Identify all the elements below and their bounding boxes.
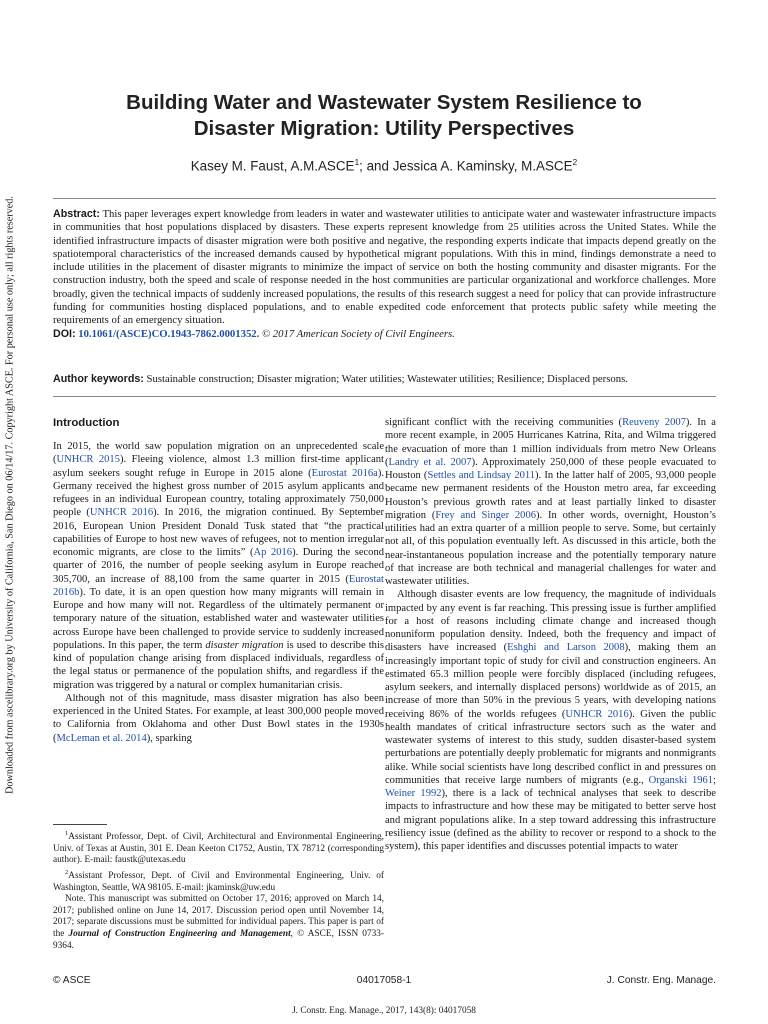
intro-paragraph-2 [53,692,384,745]
text-run: ), sparking [146,732,192,744]
download-notice-text: Downloaded from ascelibrary.org by University of California, San Diego on 06/14/17. Copyright ASCE. For personal use only; all rights reserved. [4,196,16,794]
text-run: is used to describe this kind of population change arising from displaced individuals, regardless of the legal status or permanence of the population shifts, and regardless if the migration was triggered by a natural or complex humanitarian crisis. [53,639,384,691]
text-run: ). In a more recent example, in 2005 Hurricanes Katrina, Rita, and Wilma triggered the evacuation of more than 1 million individuals from metro New Orleans ( [385,417,716,468]
text-run: ). In other words, overnight, Houston’s utilities had an extra quarter of a million people to serve. Some, but certainly not all, of this population eventually left. As discussed in this article, both the near-instantaneous population increase and the potentially temporary nature of that increase are both technical and managerial challenges for water and wastewater utilities. [385,509,716,587]
author-2: Jessica A. Kaminsky, M.ASCE [392,158,573,174]
text-run: ). In the latter half of 2005, 93,000 people became new permanent residents of the Houston metro area, far exceeding Houston’s previous growth rates and at least partially linked to disaster migration ( [385,470,716,521]
text-run: ), making them an increasingly important topic of study for civil and construction engineers. An estimated 65.3 million people were forcibly displaced (including refugees, asylum seekers, and internally displaced persons) worldwide as of 2015, an increase of more than 50% in the previous 5 years, with developing nations receiving 86% of the worlds refugees ( [385,642,716,720]
author-2-affiliation-mark: 2 [572,157,578,167]
copyright-notice: © 2017 American Society of Civil Engineers. [262,327,455,340]
citation-link[interactable]: Landry et al. 2007 [388,456,472,468]
section-heading-introduction: Introduction [53,417,120,429]
doi-label: DOI: [53,327,76,340]
keywords-text: Sustainable construction; Disaster migration; Water utilities; Wastewater utilities; Resilience; Displaced persons. [143,373,628,385]
intro-paragraph-3 [385,588,716,853]
text-run: Although not of this magnitude, mass disaster migration has also been experienced in the United States. For example, at least 300,000 people moved to California from Oklahoma and other Dust Bowl states in the 1930s ( [53,692,384,744]
left-column [53,416,384,745]
citation-link[interactable]: UNHCR 2016 [89,507,154,519]
submission-note [53,894,384,952]
submission-note-text: Note. This manuscript was submitted on October 17, 2016; approved on March 14, 2017; published online on June 14, 2017. Discussion period open until November 14, 2017; separate discussions must be submitted for individual papers. This paper is part of the [53,894,384,939]
author-1: Kasey M. Faust, A.M.ASCE [190,158,355,174]
text-run: significant conflict with the receiving communities ( [385,417,623,428]
text-run: ). To date, it is an open question how many migrants will remain in Europe and how many will not. Regardless of the ultimately permanent or temporary nature of the situation, established water and wastewater utilities across Europe have been challenged to provide service to suddenly increased populations. In this paper, the term [53,586,384,651]
citation-line: J. Constr. Eng. Manage., 2017, 143(8): 04017058 [292,1006,476,1016]
intro-paragraph-2-continued [385,416,716,588]
text-run: ). Fleeing violence, almost 1.3 million first-time applicant asylum seekers sought refuge in Europe in 2015 alone ( [53,454,384,479]
author-keywords [53,373,716,386]
abstract-bottom-rule [53,396,716,397]
doi-link[interactable]: 10.1061/(ASCE)CO.1943-7862.0001352. [78,327,260,340]
text-run: ), there is a lack of technical analyses that seek to describe impacts to infrastructure and how these may be mitigated to better serve host and migrant populations alike. In a step toward addressing this infrastructure resiliency issue (defined as the ability to recover or respond to a shock to the system), this paper identifies and discusses potential impacts to water [385,788,716,852]
footer-publisher: © ASCE [53,975,91,986]
title-line-2: Disaster Migration: Utility Perspectives [193,117,575,140]
right-column [385,416,716,853]
footnote-1-text: Assistant Professor, Dept. of Civil, Architectural and Environmental Engineering, Univ. of Texas at Austin, 301 E. Dean Keeton C1752, Austin, TX 78712 (corresponding author). E-mail: faustk@utexas.edu [53,832,384,866]
keywords-label: Author keywords: [53,373,144,385]
title-line-1: Building Water and Wastewater System Resilience to [126,91,642,114]
text-run: ). In 2016, the migration continued. By September 2016, European Union President Donald Tusk stated that “the practical capabilities of Europe to host new waves of refugees, not to mention irregular economic migrants, are close to the limits” ( [53,507,385,558]
citation-link[interactable]: UNHCR 2015 [56,454,120,466]
text-run: ). During the second quarter of 2016, the number of people seeking asylum in Europe reached 305,700, an increase of 88,100 from the same quarter in 2015 ( [53,547,385,585]
citation-link[interactable]: Settles and Lindsay 2011 [427,470,536,481]
text-run: ). Germany received the highest gross number of 2015 asylum applicants and refugees in an individual European country, totaling approximately 750,000 people ( [53,467,385,519]
abstract [53,208,716,341]
text-run: ). Approximately 250,000 of these people evacuated to Houston ( [385,456,716,481]
author-list [40,157,728,173]
citation-link[interactable]: Organski 1961 [648,774,714,786]
text-run: In 2015, the world saw population migration on an unprecedented scale ( [53,441,384,466]
journal-name: Journal of Construction Engineering and Management [68,928,291,939]
citation-link[interactable]: Eurostat 2016b [53,573,384,598]
issn-text: , © ASCE, ISSN 0733-9364. [53,928,384,951]
citation-link[interactable]: Reuveny 2007 [622,417,686,428]
footer-journal: J. Constr. Eng. Manage. [606,975,716,986]
citation-link[interactable]: McLeman et al. 2014 [56,732,147,744]
citation-link[interactable]: Ap 2016 [253,547,293,558]
footnote-1 [53,828,384,867]
author-separator: ; and [359,158,393,174]
abstract-top-rule [53,198,716,199]
author-1-affiliation-mark: 1 [354,157,360,167]
paper-title [40,90,728,142]
footnote-1-mark: 1 [65,830,69,837]
text-run: ; [713,774,716,786]
text-run: ). Given the public health mandates of critical infrastructure sectors such as the water and wastewater systems of interest to this study, sudden disaster-based system perturbations are potentially deeply problematic for migrants and nonmigrants alike. While social scientists have long described conflict in and pressures on communities that receive large numbers of migrants (e.g., [385,708,716,786]
text-run: Although disaster events are low frequency, the magnitude of individuals impacted by any event is far reaching. This pressing issue is further amplified for a host of reasons including climate change and increased though nonuniform population density. Indeed, both the frequency and impact of disasters have increased ( [385,589,716,654]
citation-link[interactable]: UNHCR 2016 [565,708,629,720]
footnote-2 [53,867,384,894]
footer-article-number: 04017058-1 [356,975,412,986]
citation-link[interactable]: Weiner 1992 [385,788,442,799]
citation-link[interactable]: Eshghi and Larson 2008 [507,642,625,654]
abstract-label: Abstract: [53,208,100,220]
emphasized-term: disaster migration [205,639,284,651]
intro-paragraph-1 [53,440,384,692]
footnote-2-mark: 2 [65,868,69,876]
abstract-text: This paper leverages expert knowledge from leaders in water and wastewater utilities to anticipate water and wastewater infrastructure impacts in communities that host populations displaced by disasters. These experts represent knowledge from 25 utilities across the United States. While the identified infrastructure impacts of disaster migration were both positive and negative, the responding experts indicate that impacts depend greatly on the spatiotemporal characteristics of the increased demands caused by hypothetical migrant populations. With this in mind, findings demonstrate a need to include utilities in the placement of disaster migrants to minimize the impact of service on both the hosting community and disaster migrants. For the construction industry, both the speed and scale of response needed in the host communities are particular organizational and workforce challenges. More broadly, given the technical impacts of suddenly increased populations, the results of this research suggest a need for policy that can provide infrastructure funding for communities hosting displaced populations, and to enable expedited code enforcement that protects public safety while meeting the requirements of an emergency situation. [53,208,716,327]
download-notice [3,196,17,794]
citation-link[interactable]: Eurostat 2016a [311,467,378,479]
footnote-2-text: Assistant Professor, Dept. of Civil and Environmental Engineering, Univ. of Washington, Seattle, WA 98105. E-mail: jkaminsk@uw.edu [53,870,384,893]
footnote-rule [53,824,107,825]
footnotes [53,828,384,952]
citation-link[interactable]: Frey and Singer 2006 [435,509,537,521]
